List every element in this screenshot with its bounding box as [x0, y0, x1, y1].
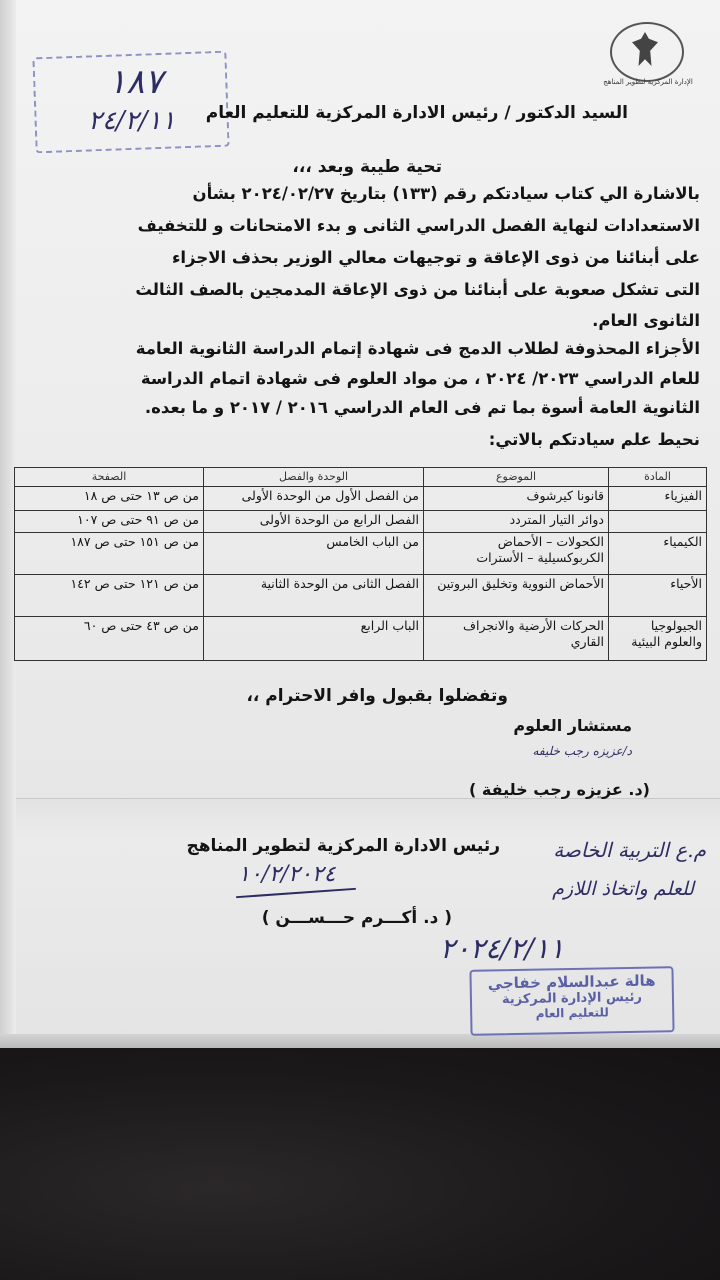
stamp-number: ١٨٧: [108, 62, 163, 102]
sender-signature: د/عزيزه رجب خليفه: [532, 744, 632, 758]
body-line-6: الأجزاء المحذوفة لطلاب الدمج فى شهادة إتمام الدراسة الثانوية العامة: [135, 339, 700, 358]
table-cell: الباب الرابع: [204, 617, 424, 661]
table-cell: الفصل الثانى من الوحدة الثانية: [204, 575, 424, 617]
table-cell: الحركات الأرضية والانجراف القاري: [424, 617, 609, 661]
official-stamp: [469, 966, 674, 1036]
table-cell: من ص ١٣ حتى ص ١٨: [15, 487, 204, 511]
table-cell: الأحماض النووية وتخليق البروتين: [424, 575, 609, 617]
body-line-8: الثانوية العامة أسوة بما تم فى العام الدراسي ٢٠١٦ / ٢٠١٧ و ما بعده.: [144, 398, 700, 417]
curriculum-head-title: رئيس الادارة المركزية لتطوير المناهج: [186, 836, 500, 856]
curriculum-head-name: ( د. أكـــرم حـــســـن ): [261, 908, 452, 928]
handwritten-note-line-2: للعلم واتخاذ اللازم: [552, 878, 694, 900]
curriculum-head-date: ١٠/٢/٢٠٢٤: [238, 862, 336, 887]
table-cell: الجيولوجيا والعلوم البيئية: [609, 617, 707, 661]
table-header: الموضوع: [424, 468, 609, 487]
table-header-row: [15, 468, 707, 487]
stamp-name: هالة عبدالسلام خفاجي: [487, 971, 656, 993]
table-cell: الأحياء: [609, 575, 707, 617]
ministry-logo: [596, 22, 700, 98]
table-cell: الفصل الرابع من الوحدة الأولى: [204, 511, 424, 533]
sender-name: (د. عزيزه رجب خليفة ): [469, 780, 650, 799]
body-line-4: التى تشكل صعوبة على أبنائنا من ذوى الإعاقة المدمجين بالصف الثالث: [135, 280, 700, 299]
table-row: [15, 487, 707, 511]
table-cell: من ص ٩١ حتى ص ١٠٧: [15, 511, 204, 533]
table-cell: من الباب الخامس: [204, 533, 424, 575]
table-cell: الفيزياء: [609, 487, 707, 511]
table-row: [15, 533, 707, 575]
table-cell: قانونا كيرشوف: [424, 487, 609, 511]
table-cell: دوائر التيار المتردد: [424, 511, 609, 533]
logo-caption: الإدارة المركزية لتطوير المناهج: [603, 78, 693, 86]
body-line-5: الثانوى العام.: [592, 311, 700, 330]
sender-title: مستشار العلوم: [513, 716, 632, 735]
table-cell: الكحولات – الأحماض الكربوكسيلية – الأسترات: [424, 533, 609, 575]
table-cell: من الفصل الأول من الوحدة الأولى: [204, 487, 424, 511]
stamp-title-2: للتعليم العام: [535, 1005, 609, 1021]
table-row: [15, 575, 707, 617]
body-line-9: نحيط علم سيادتكم بالاتي:: [488, 430, 700, 449]
table-row: [15, 617, 707, 661]
handwritten-note-line-3: ٢٠٢٤/٢/١١: [440, 932, 565, 965]
table-cell: من ص ٤٣ حتى ص ٦٠: [15, 617, 204, 661]
closing: وتفضلوا بقبول وافر الاحترام ،،: [246, 686, 508, 706]
stamp-date: ٢٤/٢/١١: [88, 106, 176, 136]
body-line-7: للعام الدراسي ٢٠٢٣/ ٢٠٢٤ ، من مواد العلوم فى شهادة اتمام الدراسة: [140, 369, 700, 388]
table-cell: من ص ١٢١ حتى ص ١٤٢: [15, 575, 204, 617]
stamp-title-1: رئيس الإدارة المركزية: [501, 989, 643, 1008]
addressee: السيد الدكتور / رئيس الادارة المركزية للتعليم العام: [205, 103, 628, 123]
deleted-parts-table: [14, 467, 707, 661]
body-line-3: على أبنائنا من ذوى الإعاقة و توجيهات معالي الوزير بحذف الاجزاء: [171, 248, 700, 267]
greeting: تحية طيبة وبعد ،،،: [292, 157, 442, 177]
table-header: الوحدة والفصل: [204, 468, 424, 487]
handwritten-note-line-1: م.ع التربية الخاصة: [553, 838, 706, 862]
paper-bottom-edge: [0, 1034, 720, 1048]
body-line-1: بالاشارة الي كتاب سيادتكم رقم (١٣٣) بتاريخ ٢٠٢٤/٠٢/٢٧ بشأن: [192, 184, 700, 203]
background-floor: [0, 1048, 720, 1280]
table-cell: من ص ١٥١ حتى ص ١٨٧: [15, 533, 204, 575]
table-header: الصفحة: [15, 468, 204, 487]
table-header: المادة: [609, 468, 707, 487]
table-cell: [609, 511, 707, 533]
table-row: [15, 511, 707, 533]
table-cell: الكيمياء: [609, 533, 707, 575]
body-line-2: الاستعدادات لنهاية الفصل الدراسي الثانى و بدء الامتحانات و للتخفيف: [137, 216, 700, 235]
